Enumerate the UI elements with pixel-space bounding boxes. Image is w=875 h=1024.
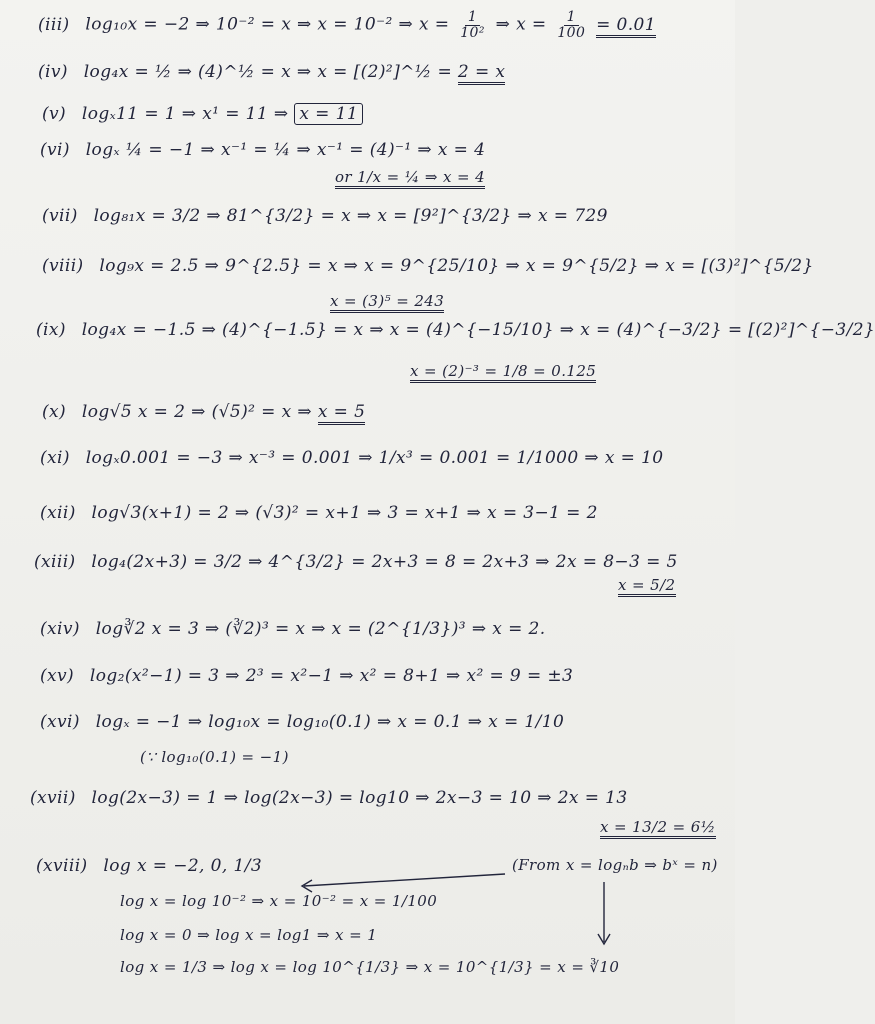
line-xi: [40, 448, 664, 468]
equation-text: log₈₁x = 3/2 ⇒ 81^{3/2} = x ⇒ x = [9²]^{3/2} ⇒ x = 729: [93, 206, 608, 226]
line-label: (iv): [38, 62, 68, 82]
line-vi-alt: [335, 168, 485, 186]
answer: = 0.01: [596, 15, 656, 38]
equation-text: (∵ log₁₀(0.1) = −1): [140, 748, 289, 766]
line-label: (xvi): [40, 712, 80, 732]
line-xii: [40, 503, 598, 523]
line-xiii-cont: [618, 576, 676, 594]
line-label: (xviii): [36, 856, 88, 876]
line-vii: [42, 206, 608, 226]
line-xv: [40, 666, 573, 686]
equation-text: ⇒ x =: [495, 14, 547, 35]
numerator: 1: [465, 10, 480, 26]
line-label: (vi): [40, 140, 70, 160]
equation-text: x = (3)⁵ = 243: [330, 292, 444, 313]
equation-text: log₄x = −1.5 ⇒ (4)^{−1.5} = x ⇒ x = (4)^{−15/10} ⇒ x = (4)^{−3/2} = [(2)²]^{−3/2}: [81, 320, 875, 340]
line-viii: [42, 256, 814, 276]
line-label: (ix): [36, 320, 66, 340]
fraction: [457, 10, 488, 40]
side-note: [512, 856, 718, 874]
equation-text: log x = 1/3 ⇒ log x = log 10^{1/3} ⇒ x = 10^{1/3} = x = ∛10: [120, 958, 620, 976]
equation-text: logₓ ¼ = −1 ⇒ x⁻¹ = ¼ ⇒ x⁻¹ = (4)⁻¹ ⇒ x = 4: [85, 140, 486, 160]
numerator: 1: [564, 10, 579, 26]
line-xvi: [40, 712, 564, 732]
denominator: 100: [557, 24, 586, 41]
line-label: (vii): [42, 206, 78, 226]
down-arrow-icon: [594, 880, 614, 950]
fraction: [554, 10, 588, 40]
line-vi: [40, 140, 485, 160]
line-viii-cont: [330, 292, 444, 310]
equation-text: log(2x−3) = 1 ⇒ log(2x−3) = log10 ⇒ 2x−3 = 10 ⇒ 2x = 13: [91, 788, 628, 808]
equation-text: or 1/x = ¼ ⇒ x = 4: [335, 168, 485, 189]
line-label: (v): [42, 104, 67, 124]
line-xviii: [36, 856, 262, 876]
line-label: (xiii): [34, 552, 76, 572]
line-xvii: [30, 788, 628, 808]
line-label: (xvii): [30, 788, 76, 808]
equation-text: log√5 x = 2 ⇒ (√5)² = x ⇒: [81, 402, 313, 422]
line-xviii-r3: [120, 958, 619, 976]
equation-text: log x = 0 ⇒ log x = log1 ⇒ x = 1: [120, 926, 378, 944]
line-label: (x): [42, 402, 67, 422]
equation-text: logₓ11 = 1 ⇒ x¹ = 11 ⇒: [81, 104, 289, 124]
equation-text: log₁₀x = −2 ⇒ 10⁻² = x ⇒ x = 10⁻² ⇒ x =: [85, 14, 450, 35]
equation-text: log x = −2, 0, 1/3: [103, 856, 263, 876]
line-xiv: [40, 619, 546, 639]
line-label: (xiv): [40, 619, 80, 639]
denominator: 10²: [460, 24, 485, 41]
note-text: (From x = logₙb ⇒ bˣ = n): [512, 856, 718, 874]
line-label: (xii): [40, 503, 76, 523]
equation-text: log₂(x²−1) = 3 ⇒ 2³ = x²−1 ⇒ x² = 8+1 ⇒ x² = 9 = ±3: [89, 666, 574, 686]
answer: x = 5: [318, 402, 365, 425]
line-xvi-cont: [140, 748, 289, 766]
line-label: (viii): [42, 256, 84, 276]
answer: x = 5/2: [618, 576, 676, 597]
equation-text: log₄x = ½ ⇒ (4)^½ = x ⇒ x = [(2)²]^½ =: [83, 62, 458, 82]
equation-text: log₄(2x+3) = 3/2 ⇒ 4^{3/2} = 2x+3 = 8 = 2x+3 ⇒ 2x = 8−3 = 5: [91, 552, 678, 572]
equation-text: x = (2)⁻³ = 1/8 = 0.125: [410, 362, 596, 383]
line-x: [42, 402, 365, 422]
equation-text: log₉x = 2.5 ⇒ 9^{2.5} = x ⇒ x = 9^{25/10} ⇒ x = 9^{5/2} ⇒ x = [(3)²]^{5/2}: [99, 256, 814, 276]
line-iii: [38, 10, 656, 40]
line-xvii-cont: [600, 818, 716, 836]
line-v: [42, 104, 363, 124]
line-ix: [36, 320, 875, 340]
answer: x = 13/2 = 6½: [600, 818, 716, 839]
line-xviii-r2: [120, 926, 377, 944]
left-arrow-icon: [290, 868, 510, 898]
line-xiii: [34, 552, 678, 572]
line-label: (iii): [38, 14, 70, 35]
equation-text: log√3(x+1) = 2 ⇒ (√3)² = x+1 ⇒ 3 = x+1 ⇒ x = 3−1 = 2: [91, 503, 598, 523]
line-label: (xv): [40, 666, 75, 686]
equation-text: log x = log 10⁻² ⇒ x = 10⁻² = x = 1/100: [120, 892, 438, 910]
equation-text: log∛2 x = 3 ⇒ (∛2)³ = x ⇒ x = (2^{1/3})³ ⇒ x = 2.: [95, 619, 546, 639]
equation-text: logₓ = −1 ⇒ log₁₀x = log₁₀(0.1) ⇒ x = 0.1 ⇒ x = 1/10: [95, 712, 565, 732]
answer-box: x = 11: [294, 103, 363, 125]
equation-text: logₓ0.001 = −3 ⇒ x⁻³ = 0.001 ⇒ 1/x³ = 0.001 = 1/1000 ⇒ x = 10: [85, 448, 664, 468]
line-label: (xi): [40, 448, 70, 468]
line-iv: [38, 62, 505, 82]
answer: 2 = x: [458, 62, 505, 85]
line-ix-cont: [410, 362, 596, 380]
